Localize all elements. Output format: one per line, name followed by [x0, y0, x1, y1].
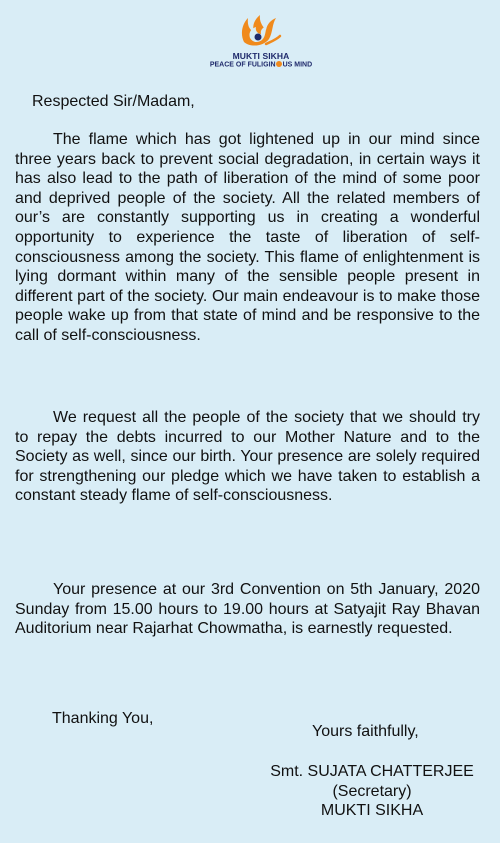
orange-dot-icon — [276, 61, 282, 67]
signatory-name: Smt. SUJATA CHATTERJEE — [270, 763, 474, 780]
org-logo — [196, 12, 326, 76]
closing-line: Thanking You, — [52, 710, 154, 727]
signatory-title: (Secretary) — [332, 782, 412, 800]
sign-off: Yours faithfully, — [312, 723, 419, 740]
paragraph-intro: The flame which has got lightened up in our mind since three years back to prevent social degradation, in certain ways it has also lead to the path of liberation of the mind of some poor and deprived people of the society. All the related members of our’s are constantly supporting us in creating a wonderful opportunity to experience the taste of liberation of self-consciousness among the society. This flame of enlightenment is lying dormant within many of the sensible people present in different part of the society. Our main endeavour is to make those people wake up from that state of mind and be responsive to the call of self-consciousness. — [15, 131, 480, 344]
flame-hand-logo-icon — [236, 12, 286, 52]
paragraph-invitation: Your presence at our 3rd Convention on 5th January, 2020 Sunday from 15.00 hours to 19.00 hours at Satyajit Ray Bhavan Auditorium near Rajarhat Chowmatha, is earnestly requested. — [15, 581, 480, 638]
org-name: MUKTI SIKHA — [232, 51, 290, 61]
salutation: Respected Sir/Madam, — [32, 93, 195, 110]
signatory-organization: MUKTI SIKHA — [320, 802, 424, 819]
org-tagline: PEACE OF FULIGIN US MIND — [209, 61, 313, 69]
paragraph-request: We request all the people of the society that we should try to repay the debts incurred to our Mother Nature and to the Society as well, since our birth. Your presence are solely required for strengthening our pledge which we have taken to establish a constant steady flame of self-consciousness. — [15, 409, 480, 505]
signature-block — [252, 762, 492, 821]
